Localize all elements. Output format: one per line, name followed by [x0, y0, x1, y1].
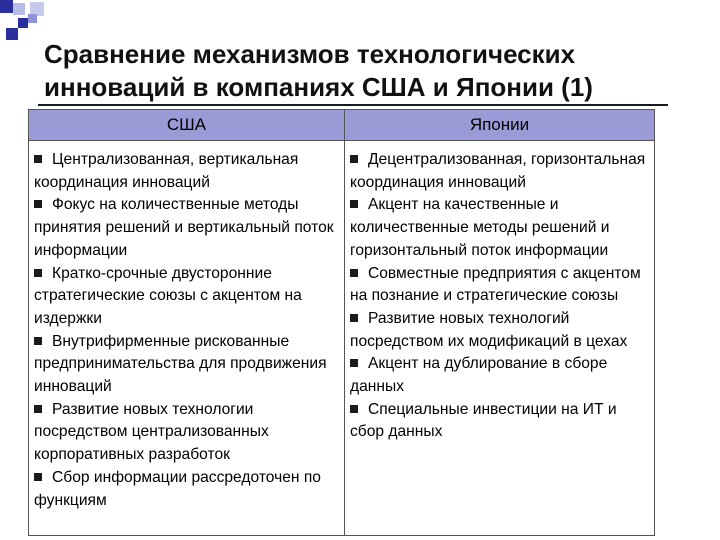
list-item	[34, 399, 340, 467]
bullet-icon	[34, 337, 42, 345]
bullet-icon	[350, 405, 358, 413]
list-item-text: Кратко-срочные двусторонние стратегические союзы с акцентом на издержки	[34, 264, 302, 327]
list-item	[350, 399, 650, 444]
list-item-text: Фокус на количественные методы принятия решений и вертикальный поток информации	[34, 196, 334, 259]
decor-square	[0, 0, 13, 13]
list-item	[350, 194, 650, 262]
list-item-text: Совместные предприятия с акцентом на познание и стратегические союзы	[350, 264, 641, 305]
bullet-icon	[34, 473, 42, 481]
table-row	[29, 141, 655, 536]
list-item	[34, 263, 340, 331]
list-item	[350, 353, 650, 398]
list-item	[350, 149, 650, 194]
bullet-icon	[34, 155, 42, 163]
list-item-text: Развитие новых технологии посредством централизованных корпоративных разработок	[34, 400, 269, 464]
usa-cell	[29, 141, 345, 536]
header-japan: Японии	[345, 110, 655, 141]
list-item-text: Децентрализованная, горизонтальная координация инноваций	[350, 151, 646, 191]
list-item	[34, 331, 340, 399]
decor-square	[28, 14, 37, 23]
list-item	[34, 467, 340, 512]
bullet-icon	[350, 314, 358, 322]
list-item-text: Специальные инвестиции на ИТ и сбор данных	[350, 400, 617, 441]
list-item	[34, 149, 340, 194]
list-item-text: Акцент на качественные и количественные методы решений и горизонтальный поток информации	[350, 196, 610, 259]
decor-square	[6, 28, 18, 40]
decor-square	[18, 18, 28, 28]
decor-square	[13, 3, 25, 15]
bullet-icon	[34, 269, 42, 277]
slide-title: Сравнение механизмов технологических инноваций в компаниях США и Японии (1)	[44, 39, 593, 102]
bullet-icon	[350, 359, 358, 367]
bullet-icon	[34, 200, 42, 208]
bullet-icon	[34, 405, 42, 413]
list-item	[350, 308, 650, 353]
japan-cell	[345, 141, 655, 536]
list-item-text: Централизованная, вертикальная координация инноваций	[34, 151, 299, 191]
list-item-text: Развитие новых технологий посредством их модификаций в цехах	[350, 309, 628, 350]
header-usa: США	[29, 110, 345, 141]
list-item-text: Внутрифирменные рискованные предпринимательства для продвижения инноваций	[34, 332, 327, 396]
list-item-text: Акцент на дублирование в сборе данных	[350, 355, 608, 396]
bullet-icon	[350, 200, 358, 208]
list-item	[34, 194, 340, 262]
table-header-row	[29, 110, 655, 141]
bullet-icon	[350, 269, 358, 277]
bullet-icon	[350, 155, 358, 163]
comparison-table	[28, 109, 655, 536]
title-rule	[38, 104, 668, 106]
list-item	[350, 263, 650, 308]
list-item-text: Сбор информации рассредоточен по функциям	[34, 468, 321, 509]
